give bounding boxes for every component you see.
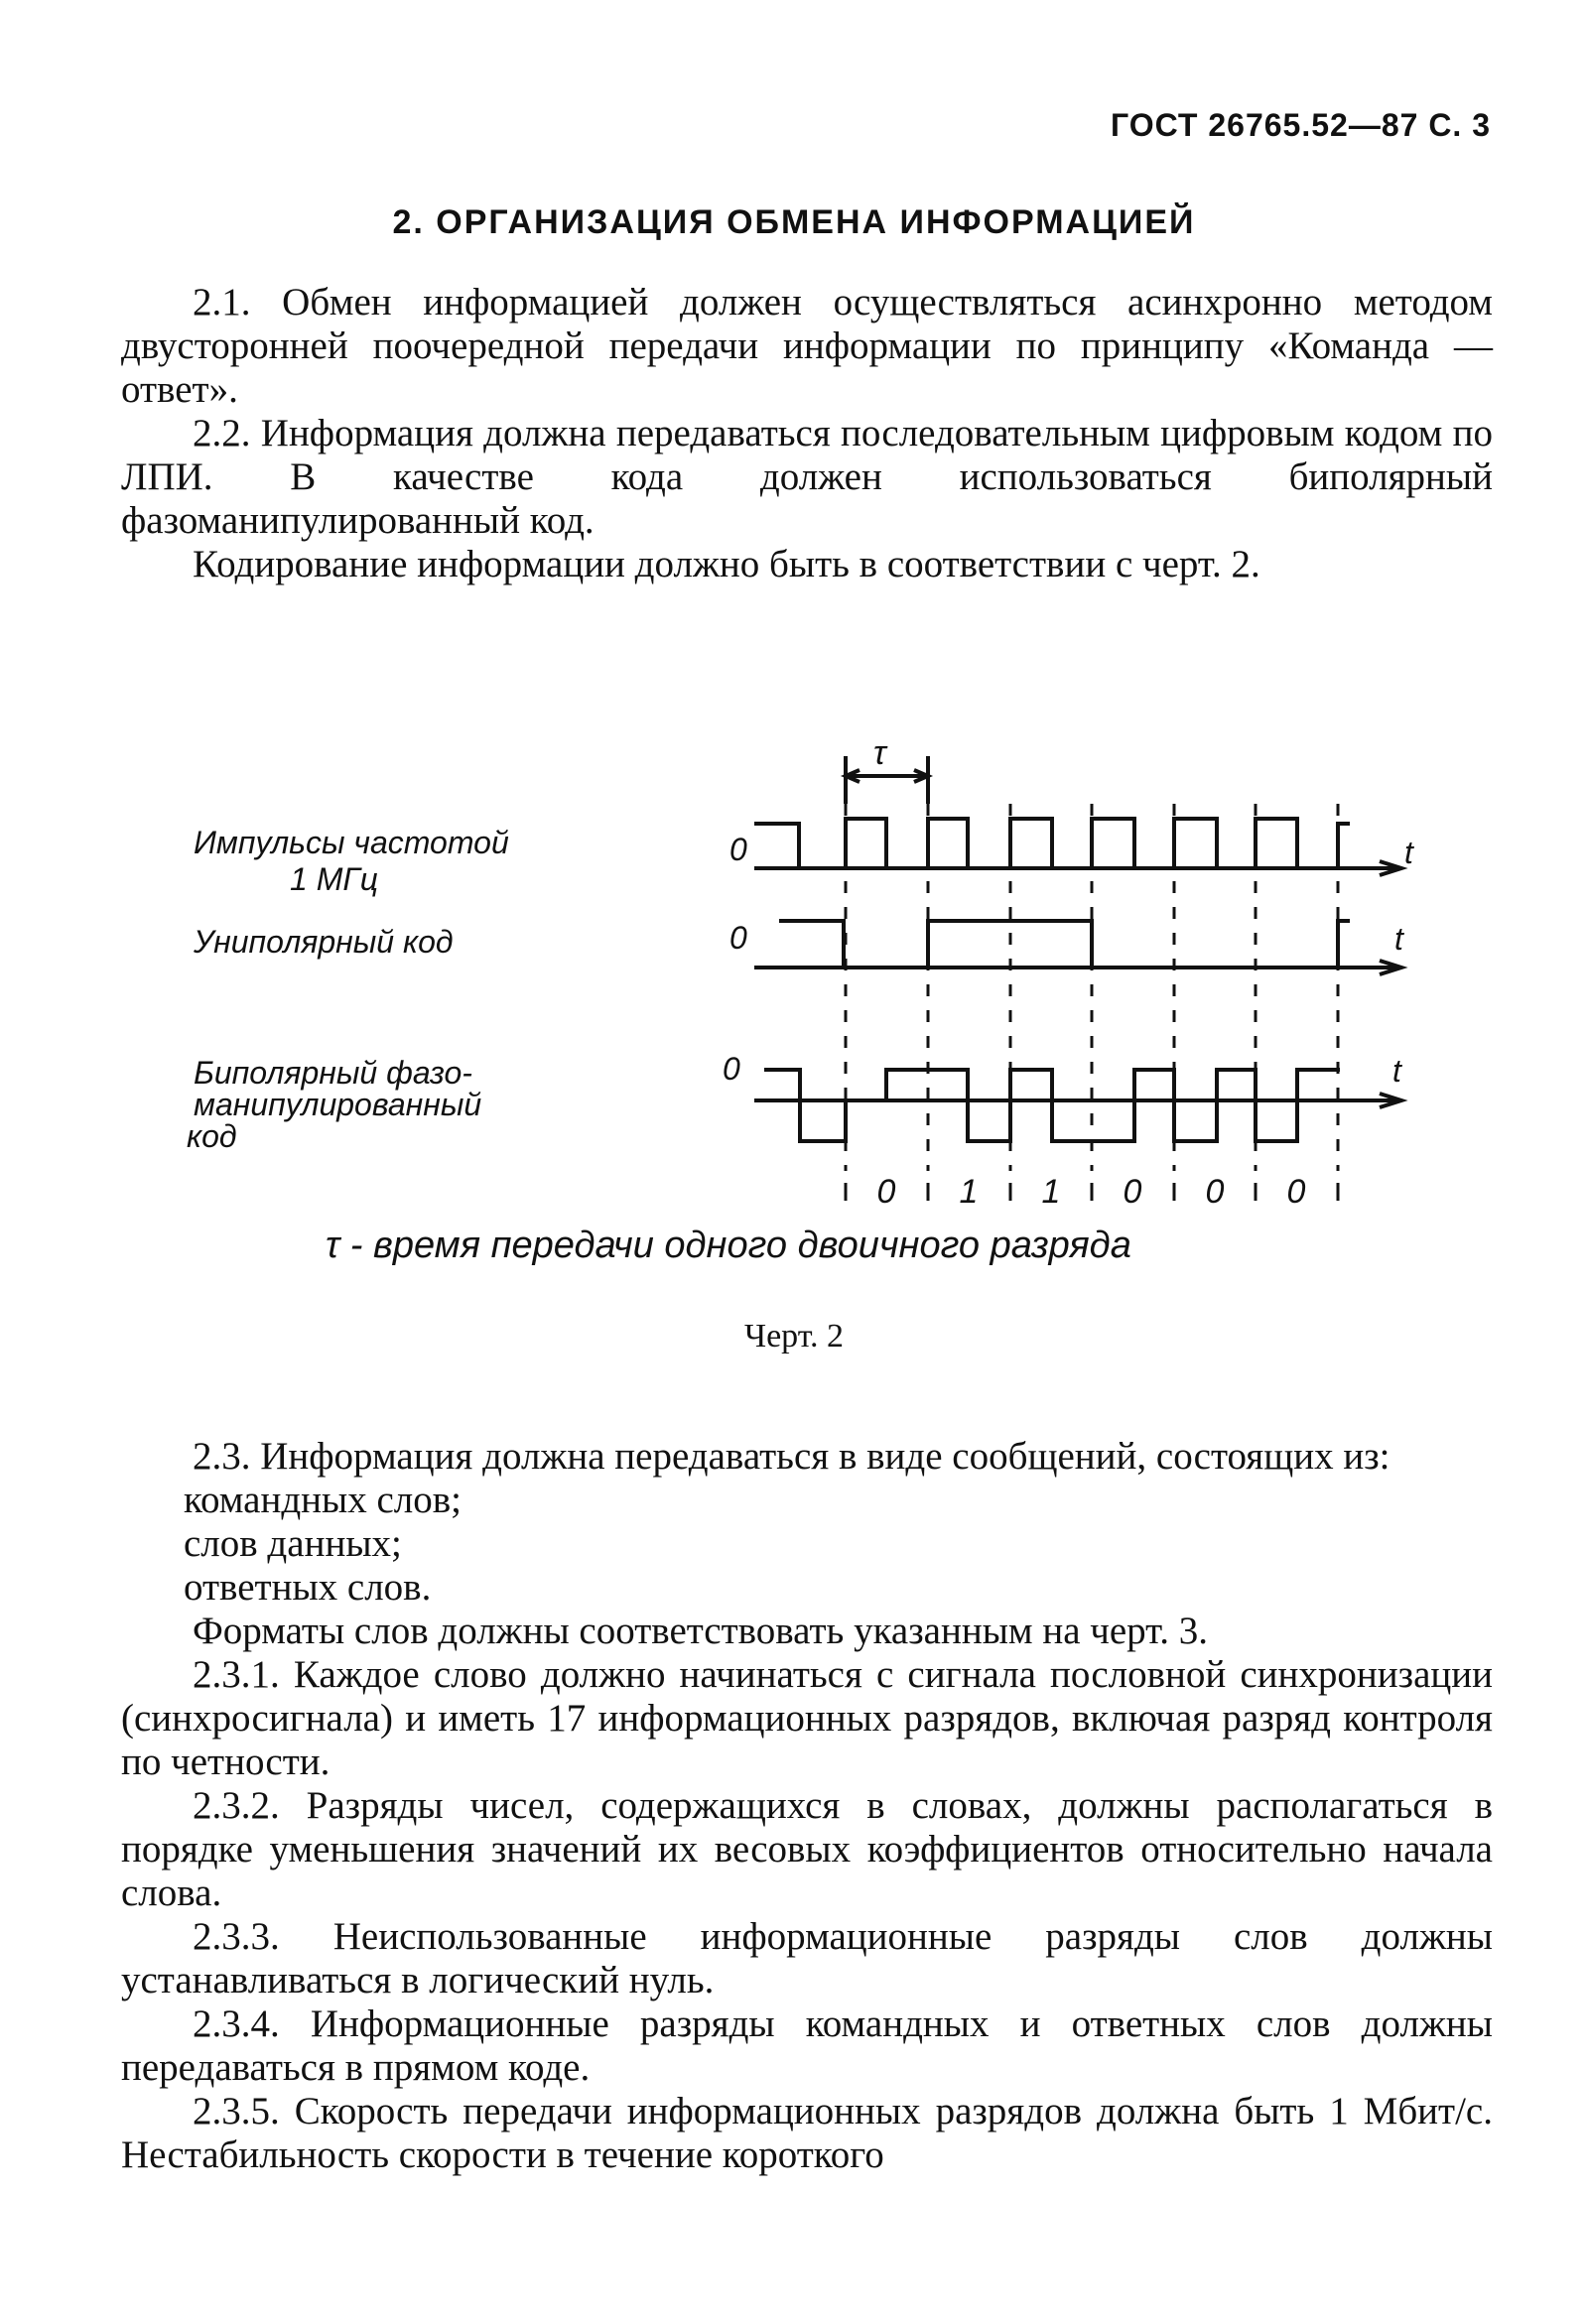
- text-block-bottom: [121, 1435, 1493, 2177]
- bipolar-waveform: [764, 1070, 1340, 1141]
- label-bipolar-line3: код: [187, 1118, 237, 1154]
- paragraph-2-3-5: 2.3.5. Скорость передачи информационных разрядов должна быть 1 Мбит/с. Нестабильность скорости в течение короткого: [121, 2090, 1493, 2176]
- t-label-unipolar: t: [1394, 921, 1403, 957]
- bit-label-4: 0: [1123, 1173, 1142, 1211]
- label-pulses-line1: Импульсы частотой: [194, 825, 509, 860]
- label-bipolar-line1: Биполярный фазо-: [194, 1055, 472, 1091]
- list-item-command-words: командных слов;: [184, 1479, 463, 1521]
- paragraph-2-1: 2.1. Обмен информацией должен осуществляться асинхронно методом двусторонней поочередной передачи информации по принципу «Команда — ответ».: [121, 281, 1493, 411]
- paragraph-2-3-1: 2.3.1. Каждое слово должно начинаться с сигнала пословной синхронизации (синхросигнала) и иметь 17 информационных разрядов, включая разряд контроля по четности.: [121, 1653, 1493, 1783]
- bit-label-3: 1: [1041, 1173, 1061, 1211]
- paragraph-2-3-2: 2.3.2. Разряды чисел, содержащихся в словах, должны располагаться в порядке уменьшения значений их весовых коэффициентов относительно начала слова.: [121, 1784, 1493, 1914]
- label-unipolar: Униполярный код: [194, 924, 454, 960]
- text-block-top: [121, 281, 1493, 586]
- zero-label-unipolar: 0: [729, 920, 747, 956]
- pulses-waveform: [754, 819, 1350, 868]
- zero-label-pulses: 0: [729, 832, 747, 867]
- paragraph-coding: Кодирование информации должно быть в соответствии с черт. 2.: [193, 543, 1260, 585]
- paragraph-2-3-4: 2.3.4. Информационные разряды командных и ответных слов должны передаваться в прямом коде.: [121, 2002, 1493, 2089]
- page-header: ГОСТ 26765.52—87 С. 3: [1111, 107, 1491, 143]
- bit-label-1: 0: [876, 1173, 896, 1211]
- bit-boundaries: [846, 804, 1338, 1171]
- tau-label: τ: [873, 734, 886, 772]
- label-bipolar-line2: манипулированный: [194, 1087, 482, 1122]
- section-title: 2. ОРГАНИЗАЦИЯ ОБМЕНА ИНФОРМАЦИЕЙ: [392, 203, 1196, 241]
- bit-label-2: 1: [959, 1173, 979, 1211]
- paragraph-2-3-3: 2.3.3. Неиспользованные информационные разряды слов должны устанавливаться в логический нуль.: [121, 1915, 1493, 2001]
- bit-label-5: 0: [1205, 1173, 1225, 1211]
- unipolar-waveform: [779, 921, 1350, 968]
- list-item-data-words: слов данных;: [184, 1522, 402, 1565]
- paragraph-2-3: 2.3. Информация должна передаваться в виде сообщений, состоящих из:: [193, 1435, 1390, 1478]
- timing-diagram: [0, 714, 1588, 1290]
- bit-label-6: 0: [1286, 1173, 1306, 1211]
- zero-label-bipolar: 0: [723, 1051, 740, 1087]
- t-label-pulses: t: [1404, 835, 1413, 870]
- tau-footnote: τ - время передачи одного двоичного разряда: [326, 1225, 1131, 1266]
- paragraph-2-2: 2.2. Информация должна передаваться последовательным цифровым кодом по ЛПИ. В качестве кода должен использоваться биполярный фазоманипулированный код.: [121, 412, 1493, 542]
- bit-separators: [846, 1183, 1338, 1201]
- t-label-bipolar: t: [1392, 1053, 1401, 1089]
- figure-caption: Черт. 2: [743, 1318, 845, 1355]
- label-pulses-line2: 1 МГц: [290, 861, 379, 897]
- paragraph-formats: Форматы слов должны соответствовать указанным на черт. 3.: [193, 1610, 1209, 1652]
- list-item-response-words: ответных слов.: [184, 1566, 432, 1609]
